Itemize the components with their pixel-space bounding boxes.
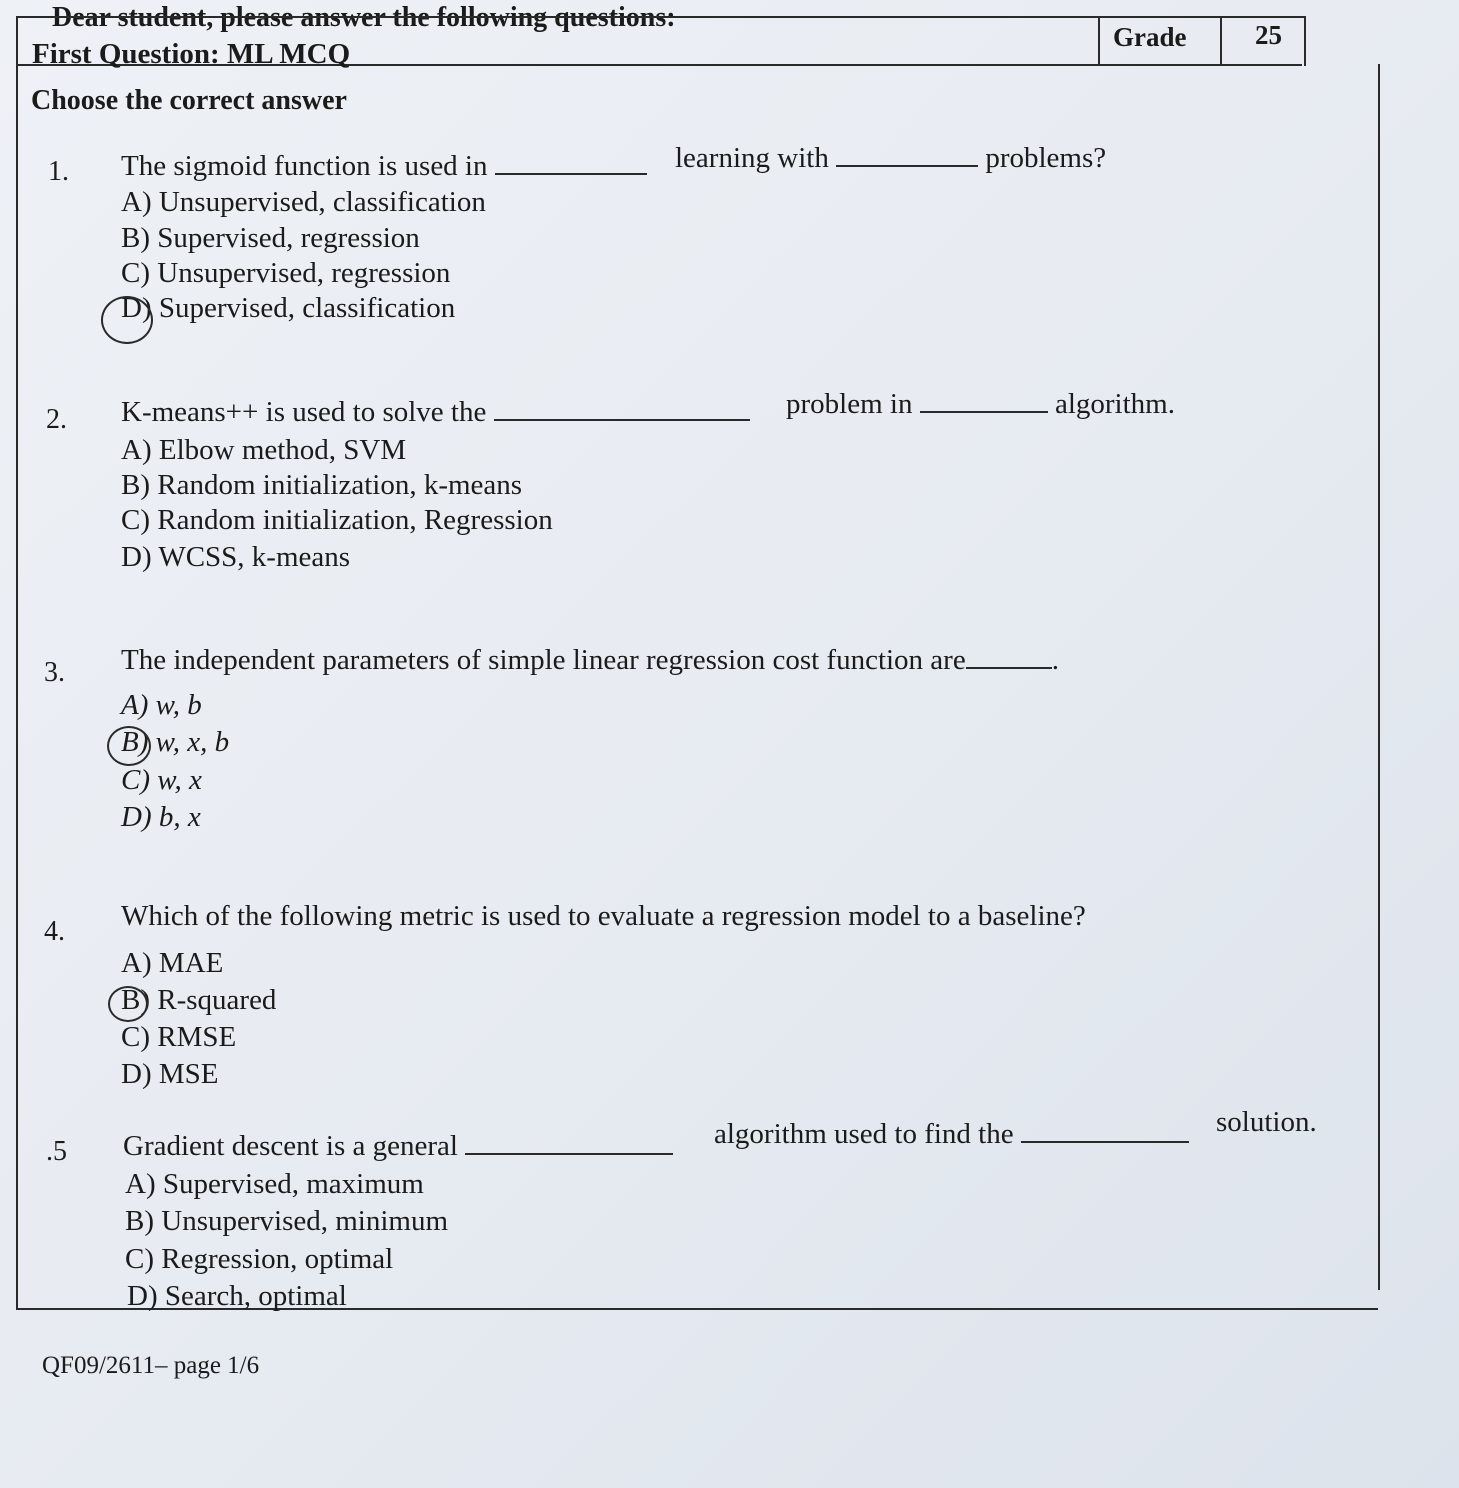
- instruction: Choose the correct answer: [31, 85, 347, 116]
- answer-circle-mark: [107, 726, 151, 766]
- option-c: C) RMSE: [121, 1021, 237, 1053]
- question-text: [121, 644, 1059, 677]
- answer-blank: [836, 161, 978, 167]
- option-a: A) MAE: [121, 947, 224, 979]
- answer-blank: [920, 407, 1048, 413]
- answer-blank: [966, 663, 1052, 669]
- question-text-part: problem in: [786, 388, 913, 420]
- grade-divider: [1220, 16, 1222, 64]
- answer-blank: [494, 415, 750, 421]
- option-d: D) Supervised, classification: [121, 292, 456, 324]
- question-text: [786, 388, 1175, 421]
- option-c: C) Regression, optimal: [125, 1243, 394, 1275]
- question-text-part: .: [1051, 644, 1059, 676]
- question-number: 4.: [44, 916, 65, 947]
- option-c: C) Random initialization, Regression: [121, 504, 553, 536]
- page-footer: QF09/2611– page 1/6: [42, 1352, 260, 1379]
- option-d: D) b, x: [121, 801, 201, 833]
- section-title: First Question: ML MCQ: [32, 38, 351, 70]
- question-text-part: The independent parameters of simple linear regression cost function are: [121, 644, 966, 676]
- option-d: D) MSE: [121, 1058, 219, 1090]
- answer-circle-mark: [108, 986, 148, 1022]
- grade-divider: [1098, 16, 1100, 64]
- question-text: Which of the following metric is used to evaluate a regression model to a baseline?: [121, 900, 1086, 932]
- option-a: A) Unsupervised, classification: [121, 186, 486, 218]
- grade-label: Grade: [1113, 22, 1187, 52]
- option-c: C) w, x: [121, 764, 202, 796]
- question-text-part: solution.: [1216, 1106, 1317, 1138]
- answer-blank: [495, 169, 647, 175]
- question-text-part: problems?: [985, 142, 1107, 174]
- option-b: B) R-squared: [121, 984, 277, 1016]
- question-text: [121, 396, 750, 429]
- question-number: 3.: [44, 657, 65, 688]
- option-b: B) w, x, b: [121, 726, 230, 758]
- question-text: [121, 150, 647, 183]
- option-b: B) Unsupervised, minimum: [125, 1205, 449, 1237]
- answer-circle-mark: [101, 296, 153, 344]
- question-number: .5: [46, 1136, 67, 1167]
- question-text: [123, 1130, 673, 1163]
- grade-value: 25: [1255, 20, 1282, 50]
- question-text: [714, 1118, 1189, 1151]
- answer-blank: [1021, 1137, 1189, 1143]
- question-text-part: Gradient descent is a general: [123, 1130, 458, 1162]
- question-text: [675, 142, 1106, 175]
- question-number: 1.: [48, 156, 69, 187]
- question-number: 2.: [46, 404, 67, 435]
- question-text-part: learning with: [675, 142, 829, 174]
- option-d: D) WCSS, k-means: [121, 541, 351, 573]
- question-text-part: algorithm.: [1054, 388, 1175, 420]
- option-b: B) Random initialization, k-means: [121, 469, 523, 501]
- option-d: D) Search, optimal: [127, 1280, 347, 1312]
- page-heading: Dear student, please answer the following questions:: [52, 2, 676, 33]
- option-c: C) Unsupervised, regression: [121, 257, 451, 289]
- question-text-part: K-means++ is used to solve the: [121, 396, 487, 428]
- answer-blank: [465, 1149, 673, 1155]
- option-a: A) Supervised, maximum: [125, 1168, 424, 1200]
- question-text-part: algorithm used to find the: [714, 1118, 1014, 1150]
- option-a: A) w, b: [121, 689, 202, 721]
- question-text-part: The sigmoid function is used in: [121, 150, 488, 182]
- option-a: A) Elbow method, SVM: [121, 434, 407, 466]
- option-b: B) Supervised, regression: [121, 222, 420, 254]
